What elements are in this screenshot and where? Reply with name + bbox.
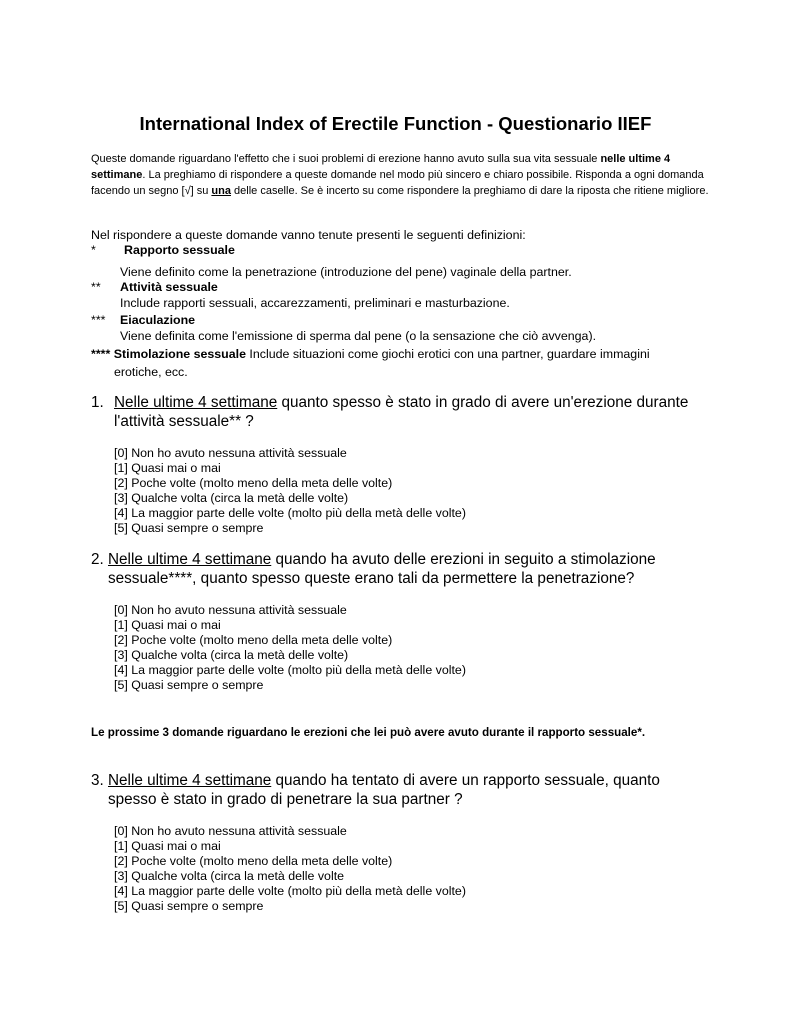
question-2-options	[114, 603, 466, 693]
def-desc-4a: Include situazioni come giochi erotici con una partner, guardare immagini	[245, 347, 650, 361]
option[interactable]: [1] Quasi mai o mai	[114, 618, 221, 632]
question-2-underline: Nelle ultime 4 settimane	[108, 551, 272, 568]
intro-text-2: . La preghiamo di rispondere a queste domande nel modo più sincero e chiaro possibile. Risponda a ogni domanda facendo un segno [√] su	[91, 169, 704, 197]
def-desc-4b: erotiche, ecc.	[114, 365, 188, 379]
question-1-text	[114, 393, 734, 431]
question-1-underline: Nelle ultime 4 settimane	[114, 394, 278, 411]
question-3-text-line2: spesso è stato in grado di penetrare la sua partner ?	[108, 791, 463, 808]
def-line-4	[91, 347, 650, 361]
intro-bold-period: nelle ultime 4 settimane	[91, 153, 671, 181]
option[interactable]: [5] Quasi sempre o sempre	[114, 521, 264, 535]
option[interactable]: [4] La maggior parte delle volte (molto più della metà delle volte)	[114, 884, 466, 898]
option[interactable]: [0] Non ho avuto nessuna attività sessuale	[114, 824, 347, 838]
question-2-number: 2.	[91, 551, 104, 568]
intro-text-3: delle caselle. Se è incerto su come rispondere la preghiamo di dare la riposta che ritiene migliore.	[230, 185, 709, 197]
option[interactable]: [2] Poche volte (molto meno della meta delle volte)	[114, 476, 393, 490]
definitions-lead: Nel rispondere a queste domande vanno tenute presenti le seguenti definizioni:	[91, 228, 526, 242]
intro-una: una	[211, 185, 231, 197]
def-term-4: Stimolazione sessuale	[113, 347, 246, 361]
def-term-1: Rapporto sessuale	[124, 243, 235, 257]
question-3-text	[108, 771, 728, 809]
document-title: International Index of Erectile Function - Questionario IIEF	[139, 113, 652, 134]
def-mark-2: **	[91, 280, 101, 294]
def-desc-2: Include rapporti sessuali, accarezzamenti, preliminari e masturbazione.	[120, 296, 510, 310]
option[interactable]: [2] Poche volte (molto meno della meta delle volte)	[114, 854, 393, 868]
def-desc-3: Viene definita come l'emissione di sperma dal pene (o la sensazione che ciò avvenga).	[120, 329, 597, 343]
question-1-text-line2: l'attività sessuale** ?	[114, 413, 254, 430]
option[interactable]: [2] Poche volte (molto meno della meta delle volte)	[114, 633, 393, 647]
option[interactable]: [3] Qualche volta (circa la metà delle volte	[114, 869, 345, 883]
question-3-underline: Nelle ultime 4 settimane	[108, 772, 272, 789]
def-mark-1: *	[91, 243, 96, 257]
option[interactable]: [4] La maggior parte delle volte (molto più della metà delle volte)	[114, 663, 466, 677]
def-mark-3: ***	[91, 313, 106, 327]
option[interactable]: [3] Qualche volta (circa la metà delle volte)	[114, 491, 349, 505]
def-term-2: Attività sessuale	[120, 280, 218, 294]
option[interactable]: [4] La maggior parte delle volte (molto più della metà delle volte)	[114, 506, 466, 520]
intro-text-1: Queste domande riguardano l'effetto che i suoi problemi di erezione hanno avuto sulla sua vita sessuale	[91, 153, 601, 165]
intro-paragraph	[91, 151, 711, 199]
option[interactable]: [5] Quasi sempre o sempre	[114, 899, 264, 913]
question-3-options	[114, 824, 466, 914]
option[interactable]: [5] Quasi sempre o sempre	[114, 678, 264, 692]
option[interactable]: [1] Quasi mai o mai	[114, 461, 221, 475]
question-3-number: 3.	[91, 772, 104, 789]
section-note: Le prossime 3 domande riguardano le erezioni che lei può avere avuto durante il rapporto sessuale*.	[91, 726, 646, 739]
question-1-number: 1.	[91, 394, 104, 411]
question-2-text	[108, 550, 728, 588]
option[interactable]: [0] Non ho avuto nessuna attività sessuale	[114, 603, 347, 617]
option[interactable]: [0] Non ho avuto nessuna attività sessuale	[114, 446, 347, 460]
question-1-options	[114, 446, 466, 536]
question-3-text-line1: quando ha tentato di avere un rapporto sessuale, quanto	[271, 772, 660, 789]
question-2-text-line2: sessuale****, quanto spesso queste erano tali da permettere la penetrazione?	[108, 570, 635, 587]
question-2-text-line1: quando ha avuto delle erezioni in seguito a stimolazione	[271, 551, 656, 568]
question-1-text-line1: quanto spesso è stato in grado di avere un'erezione durante	[277, 394, 689, 411]
def-term-3: Eiaculazione	[120, 313, 196, 327]
option[interactable]: [1] Quasi mai o mai	[114, 839, 221, 853]
option[interactable]: [3] Qualche volta (circa la metà delle volte)	[114, 648, 349, 662]
def-mark-4: ****	[91, 347, 111, 361]
def-desc-1: Viene definito come la penetrazione (introduzione del pene) vaginale della partner.	[120, 265, 572, 279]
